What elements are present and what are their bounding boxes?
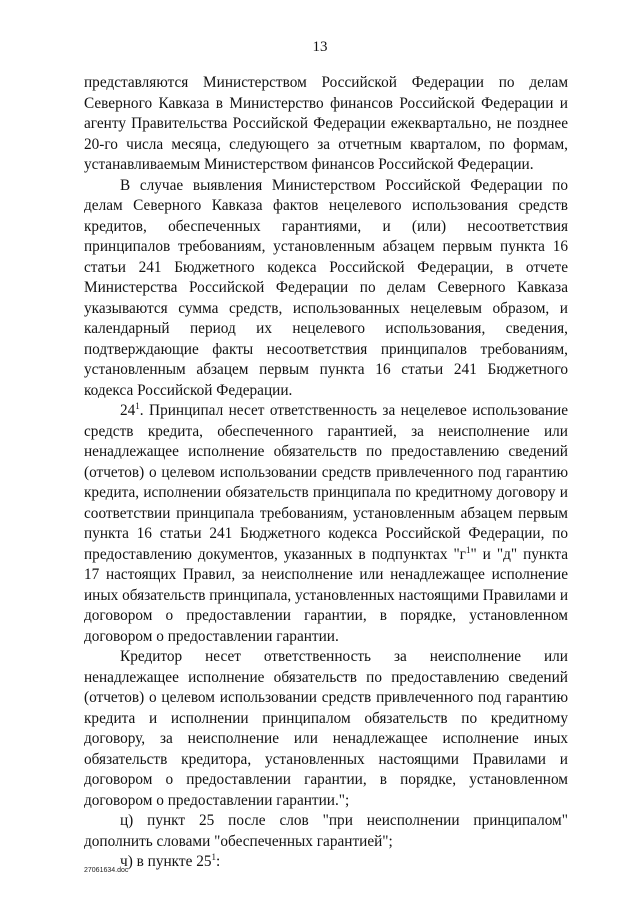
- paragraph-3-text-a: . Принципал несет ответственность за нецелевое использование средств кредита, обеспеченного гарантией, за неисполнение или ненадлежащее исполнение обязательств по предоставлению сведений (отчетов) о целевом использовании средств привлеченного под гарантию кредита, исполнении обязательств принципала по кредитному договору и соответствии принципала требованиям, установленным абзацем первым пункта 16 статьи 241 Бюджетного кодекса Российской Федерации, по предоставлению документов, указанных в подпунктах "г: [84, 402, 568, 563]
- subclause-superscript: 1: [465, 544, 471, 555]
- paragraph-6-text-b: :: [216, 853, 221, 870]
- paragraph-6-text-a: ч) в пункте 25: [120, 853, 212, 870]
- clause-number: 24: [120, 402, 136, 419]
- paragraph-6: [84, 852, 568, 873]
- paragraph-3-text-b: " и "д" пункта 17 настоящих Правил, за неисполнение или ненадлежащее исполнение иных обязательств принципала, установленных настоящими Правилами и договором о предоставлении гарантии, в порядке, установленном договором о предоставлении гарантии.: [84, 545, 569, 645]
- paragraph-4: Кредитор несет ответственность за неисполнение или ненадлежащее исполнение обязательств по предоставлению сведений (отчетов) о целевом использовании средств привлеченного под гарантию кредита и исполнении принципалом обязательств по кредитному договору, за неисполнение или ненадлежащее исполнение иных обязательств кредитора, установленных настоящими Правилами и договором о предоставлении гарантии, в порядке, установленном договором о предоставлении гарантии.";: [84, 648, 568, 809]
- paragraph-2: В случае выявления Министерством Российской Федерации по делам Северного Кавказа фактов нецелевого использования средств кредитов, обеспеченных гарантиями, и (или) несоответствия принципалов требованиям, установленным абзацем первым пункта 16 статьи 241 Бюджетного кодекса Российской Федерации, в отчете Министерства Российской Федерации по делам Северного Кавказа указываются сумма средств, использованных нецелевым образом, и календарный период их нецелевого использования, сведения, подтверждающие факты несоответствия принципалов требованиям, установленным абзацем первым пункта 16 статьи 241 Бюджетного кодекса Российской Федерации.: [84, 176, 568, 399]
- page-number: 13: [312, 39, 328, 55]
- paragraph-6-superscript: 1: [211, 851, 217, 862]
- paragraph-1: представляются Министерством Российской Федерации по делам Северного Кавказа в Министерство финансов Российской Федерации и агенту Правительства Российской Федерации ежеквартально, не позднее 20-го числа месяца, следующего за отчетным кварталом, по формам, устанавливаемым Министерством финансов Российской Федерации.: [84, 74, 568, 173]
- document-body: [84, 73, 568, 873]
- clause-superscript: 1: [135, 400, 140, 411]
- paragraph-3: [84, 401, 568, 647]
- paragraph-5: ц) пункт 25 после слов "при неисполнении принципалом" дополнить словами "обеспеченных гарантией";: [84, 812, 568, 850]
- footer-filename: 27061634.doc: [84, 867, 129, 874]
